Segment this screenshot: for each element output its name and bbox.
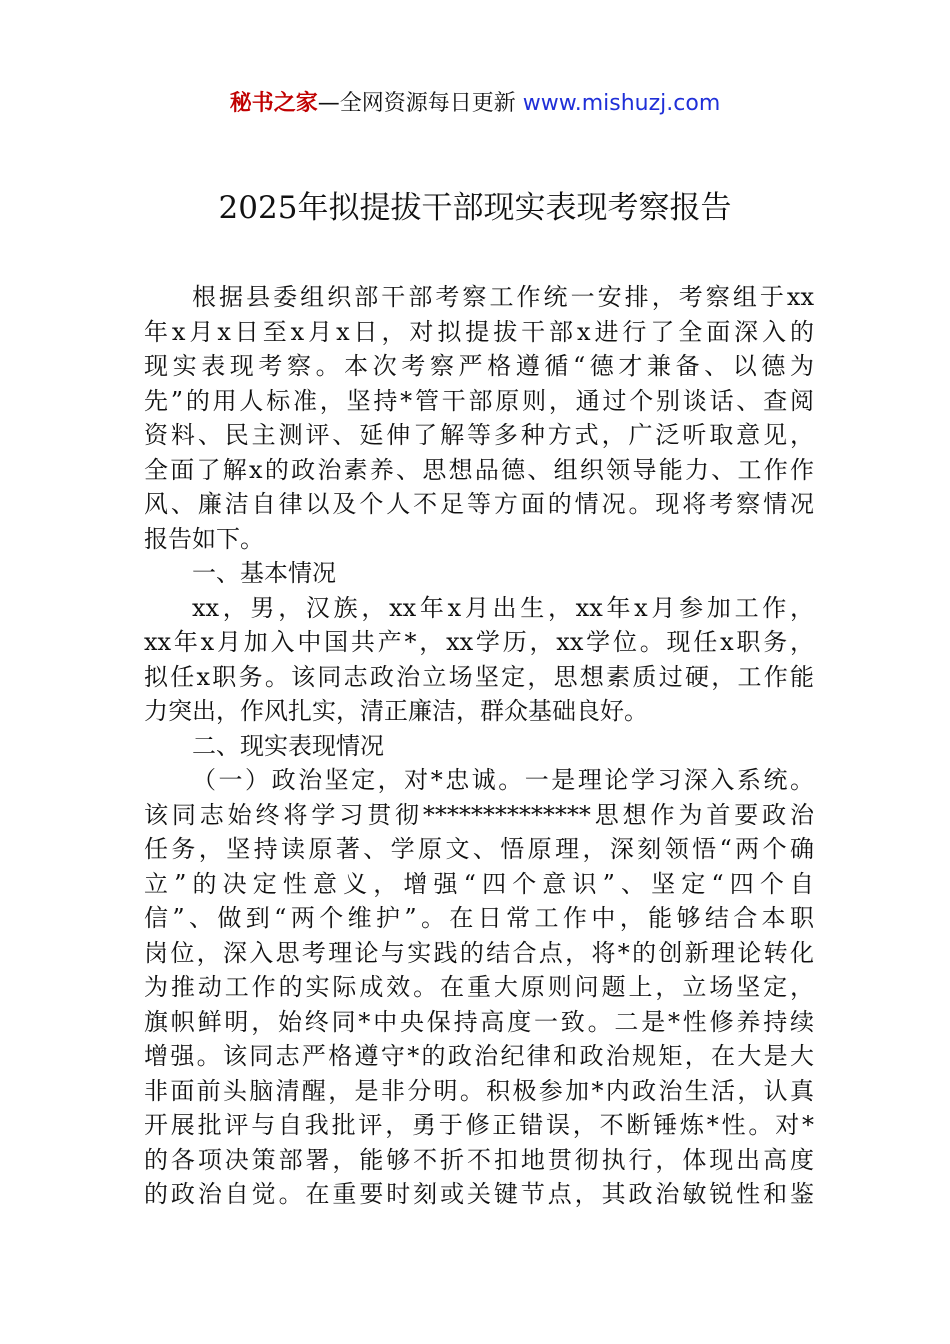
paragraph-line: 信”、做到“两个维护”。在日常工作中，能够结合本职	[144, 904, 814, 932]
paragraph-line: 立”的决定性意义，增强“四个意识”、坚定“四个自	[144, 869, 814, 898]
paragraph-line: 拟任x职务。该同志政治立场坚定，思想素质过硬，工作能	[144, 662, 814, 691]
paragraph-line: 增强。该同志严格遵守*的政治纪律和政治规矩，在大是大	[144, 1042, 814, 1070]
paragraph-line: 力突出，作风扎实，清正廉洁，群众基础良好。	[144, 697, 648, 725]
paragraph-line: 现实表现考察。本次考察严格遵循“德才兼备、以德为	[144, 352, 814, 380]
brand-name: 秘书之家	[229, 91, 318, 116]
paragraph-line: 任务，坚持读原著、学原文、悟原理，深刻领悟“两个确	[144, 835, 814, 863]
paragraph-line: 资料、民主测评、延伸了解等多种方式，广泛听取意见，	[144, 421, 814, 449]
paragraph-line: 先”的用人标准，坚持*管干部原则，通过个别谈话、查阅	[144, 386, 814, 415]
paragraph-line: 年x月x日至x月x日，对拟提拔干部x进行了全面深入的	[144, 317, 814, 346]
paragraph-line: 的各项决策部署，能够不折不扣地贯彻执行，体现出高度	[144, 1145, 814, 1174]
paragraph-line: 为推动工作的实际成效。在重大原则问题上，立场坚定，	[144, 973, 814, 1001]
paragraph-line: 全面了解x的政治素养、思想品德、组织领导能力、工作作	[144, 455, 814, 484]
section-heading: 一、基本情况	[192, 559, 336, 587]
paragraph-line: xx年x月加入中国共产*，xx学历，xx学位。现任x职务，	[144, 628, 814, 656]
paragraph-line: 根据县委组织部干部考察工作统一安排，考察组于xx	[192, 283, 814, 311]
section-heading: 二、现实表现情况	[192, 731, 384, 760]
paragraph-line: （一）政治坚定，对*忠诚。一是理论学习深入系统。	[192, 766, 814, 794]
paragraph-line: 岗位，深入思考理论与实践的结合点，将*的创新理论转化	[144, 938, 814, 967]
site-url-link[interactable]: www.mishuzj.com	[522, 91, 721, 116]
paragraph-line: 该同志始终将学习贯彻**************思想作为首要政治	[144, 800, 814, 829]
paragraph-line: 开展批评与自我批评，勇于修正错误，不断锤炼*性。对*	[144, 1111, 814, 1139]
paragraph-line: 的政治自觉。在重要时刻或关键节点，其政治敏锐性和鉴	[144, 1180, 814, 1208]
paragraph-line: 旗帜鲜明，始终同*中央保持高度一致。二是*性修养持续	[144, 1007, 814, 1036]
paragraph-line: 非面前头脑清醒，是非分明。积极参加*内政治生活，认真	[144, 1076, 814, 1105]
paragraph-line: 风、廉洁自律以及个人不足等方面的情况。现将考察情况	[144, 490, 814, 518]
paragraph-line: 报告如下。	[144, 524, 264, 553]
site-header	[0, 88, 950, 120]
paragraph-line: xx，男，汉族，xx年x月出生，xx年x月参加工作，	[192, 593, 814, 622]
document-title: 2025年拟提拔干部现实表现考察报告	[218, 190, 732, 226]
header-tagline: —全网资源每日更新	[317, 91, 523, 116]
document-body	[144, 280, 814, 1212]
